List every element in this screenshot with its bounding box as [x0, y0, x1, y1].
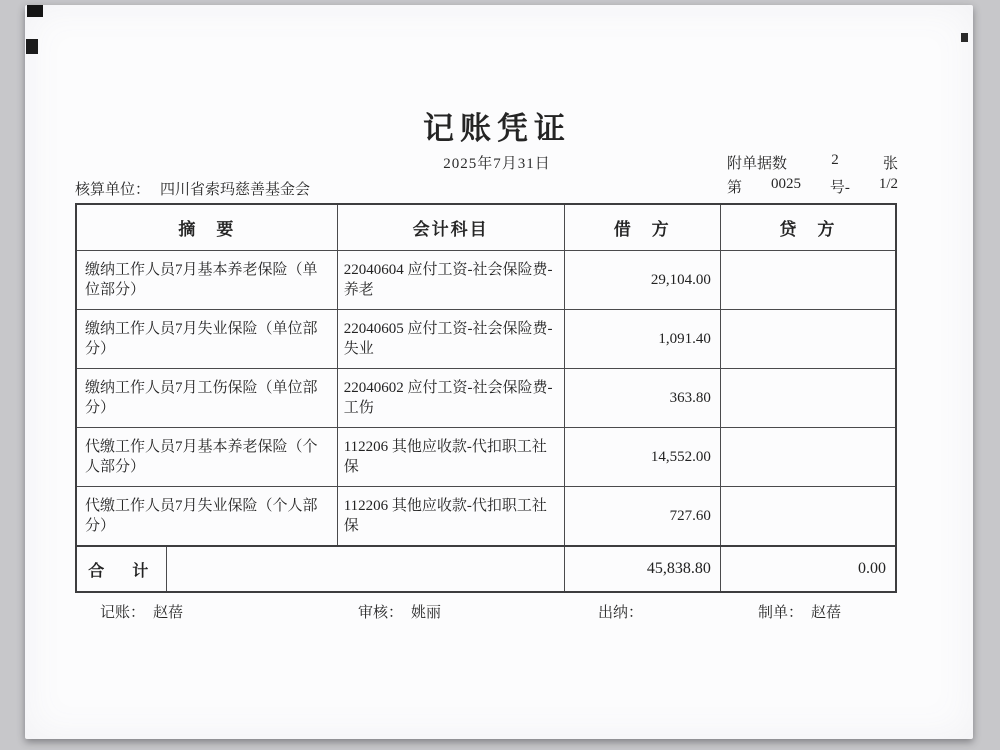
attachment-unit: 张 — [882, 156, 898, 172]
table-row — [77, 427, 895, 486]
cell-account — [338, 487, 565, 545]
voucher-table — [75, 203, 897, 593]
cell-account — [338, 251, 565, 309]
cell-debit: 363.80 — [565, 369, 721, 427]
total-debit: 45,838.80 — [565, 547, 721, 591]
scan-artifact-mark — [961, 33, 968, 42]
preparer-name: 赵蓓 — [811, 605, 842, 621]
header-summary: 摘 要 — [77, 205, 338, 250]
voucher-no-value: 0025 — [770, 176, 801, 192]
summary-text: 代缴工作人员7月基本养老保险（个人部分） — [85, 438, 318, 475]
account-text: 112206 其他应收款-代扣职工社保 — [343, 438, 547, 475]
cell-credit — [721, 310, 895, 368]
table-header-row — [77, 205, 895, 250]
preparer-label: 制单： — [758, 605, 804, 621]
scan-artifact-mark — [26, 39, 38, 54]
cell-account — [338, 428, 565, 486]
cashier-signature — [598, 601, 651, 622]
total-label: 合 计 — [77, 547, 167, 591]
header-debit: 借 方 — [565, 205, 721, 250]
cell-summary — [77, 487, 338, 545]
accounting-unit-name: 四川省索玛慈善基金会 — [160, 182, 311, 198]
cell-summary — [77, 310, 338, 368]
account-text: 22040605 应付工资-社会保险费-失业 — [343, 320, 553, 357]
cell-summary — [77, 251, 338, 309]
bookkeeper-name: 赵蓓 — [153, 605, 184, 621]
cashier-label: 出纳： — [598, 605, 644, 621]
cell-debit: 727.60 — [565, 487, 721, 545]
cell-credit — [721, 487, 895, 545]
cell-debit: 14,552.00 — [565, 428, 721, 486]
accounting-unit-label: 核算单位： — [75, 182, 151, 198]
reviewer-signature — [358, 601, 441, 622]
voucher-date: 2025年7月31日 — [443, 156, 551, 172]
voucher-no-suffix: 号- — [829, 180, 850, 196]
voucher-no-prefix: 第 — [727, 180, 743, 196]
attachment-count-line — [727, 152, 898, 173]
preparer-signature — [758, 601, 841, 622]
summary-text: 缴纳工作人员7月失业保险（单位部分） — [85, 320, 318, 357]
cell-debit: 29,104.00 — [565, 251, 721, 309]
bookkeeper-signature — [100, 601, 183, 622]
cell-summary — [77, 369, 338, 427]
cell-credit — [721, 251, 895, 309]
account-text: 112206 其他应收款-代扣职工社保 — [343, 497, 547, 534]
cell-credit — [721, 428, 895, 486]
summary-text: 缴纳工作人员7月基本养老保险（单位部分） — [85, 261, 318, 298]
bookkeeper-label: 记账： — [100, 605, 146, 621]
attachment-count: 2 — [831, 152, 839, 168]
reviewer-name: 姚丽 — [411, 605, 442, 621]
table-row — [77, 250, 895, 309]
table-row — [77, 368, 895, 427]
attachment-label: 附单据数 — [727, 156, 788, 172]
voucher-number-line — [727, 176, 898, 197]
cell-debit: 1,091.40 — [565, 310, 721, 368]
summary-text: 缴纳工作人员7月工伤保险（单位部分） — [85, 379, 318, 416]
table-row — [77, 486, 895, 545]
reviewer-label: 审核： — [358, 605, 404, 621]
table-total-row — [77, 545, 895, 591]
total-credit: 0.00 — [858, 560, 887, 577]
total-filler-cell — [167, 547, 565, 591]
cell-account — [338, 369, 565, 427]
scan-artifact-mark — [27, 5, 43, 17]
account-text: 22040604 应付工资-社会保险费-养老 — [343, 261, 553, 298]
voucher-title: 记账凭证 — [423, 111, 571, 146]
cell-summary — [77, 428, 338, 486]
account-text: 22040602 应付工资-社会保险费-工伤 — [343, 379, 553, 416]
accounting-unit-line — [75, 178, 310, 199]
cell-credit — [721, 369, 895, 427]
table-row — [77, 309, 895, 368]
cell-account — [338, 310, 565, 368]
header-credit: 贷 方 — [779, 220, 837, 239]
header-account: 会计科目 — [338, 205, 565, 250]
summary-text: 代缴工作人员7月失业保险（个人部分） — [85, 497, 318, 534]
voucher-page-no: 1/2 — [878, 176, 898, 192]
